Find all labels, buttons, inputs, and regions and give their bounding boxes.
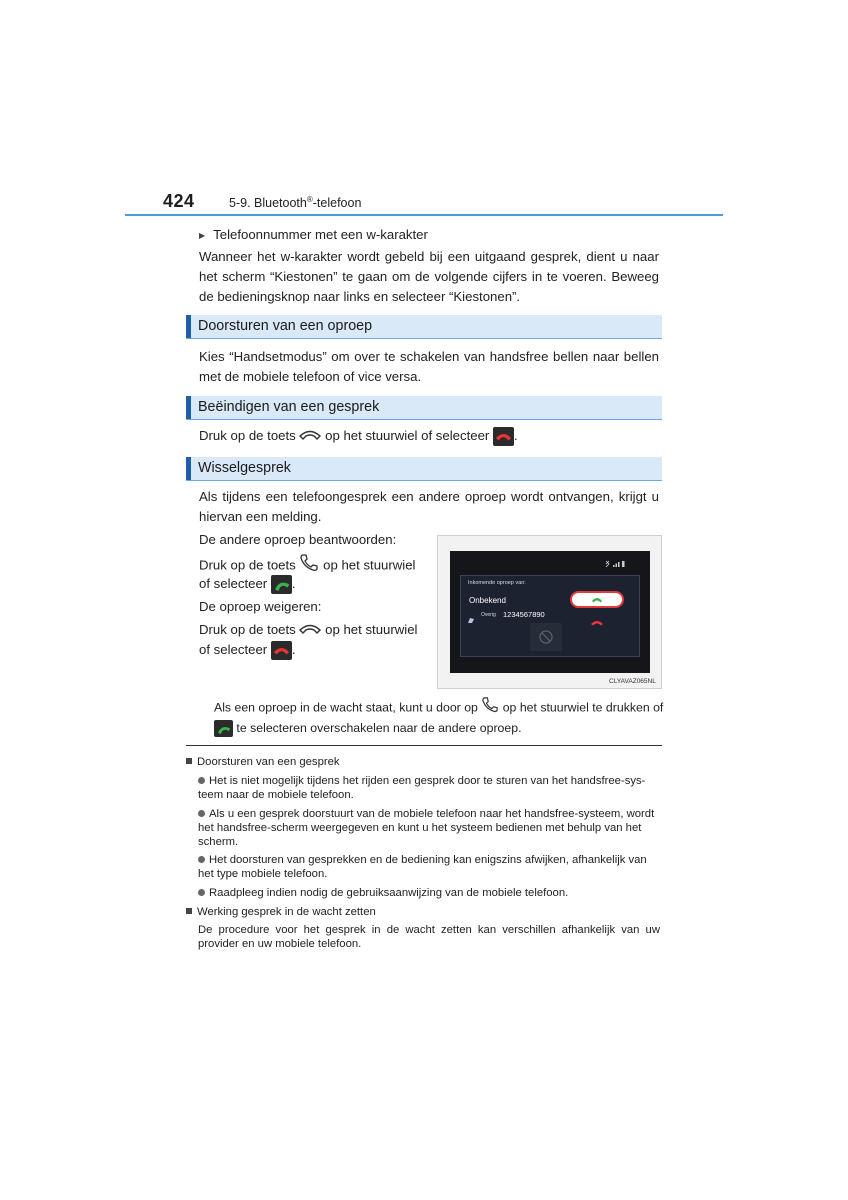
header-rule	[125, 214, 723, 216]
note-item-text: Raadpleeg indien nodig de gebruiksaanwijzing van de mobiele telefoon.	[209, 887, 569, 899]
registered-mark: ®	[306, 195, 313, 204]
number-label: Overig	[481, 612, 496, 618]
circle-bullet-icon	[198, 810, 205, 817]
reject-period: .	[291, 642, 296, 657]
hold-line2: te selecteren overschakelen naar de andere oproep.	[236, 721, 522, 735]
note-item	[198, 807, 662, 849]
chapter-title	[229, 195, 361, 210]
call-waiting-text: Als tijdens een telefoongesprek een andere oproep wordt ontvangen, krijgt u hiervan een melding.	[199, 489, 659, 524]
caller-number: 1234567890	[503, 610, 545, 619]
status-icons	[604, 555, 630, 573]
answer-line2: of selecteer	[199, 576, 268, 591]
section-heading-text: Beëindigen van een gesprek	[198, 399, 380, 415]
section-end-call-text	[199, 426, 669, 447]
note-item-text: Het doorsturen van gesprekken en de bediening kan enigszins afwijken, afhankelijk van het type mobiele telefoon.	[198, 854, 647, 880]
intro-bullet-text: Telefoonnummer met een w-karakter	[213, 227, 428, 242]
end-call-button-icon	[493, 427, 514, 446]
chapter-suffix: -telefoon	[312, 196, 362, 211]
hold-instruction-line2	[214, 718, 674, 738]
answer-line1-b: op het stuurwiel	[323, 557, 416, 573]
reject-line1-a: Druk op de toets	[199, 622, 296, 637]
section-heading-end-call	[186, 396, 662, 420]
section-transfer-text: Kies “Handsetmodus” om over te schakelen van handsfree bellen naar bellen met de mobiele telefoon of vice versa.	[199, 349, 659, 384]
figure-code: CLYAVAZ065NL	[609, 678, 656, 685]
accept-call-button[interactable]	[570, 591, 624, 608]
accept-phone-icon	[572, 593, 622, 606]
intro-bullet	[199, 225, 662, 246]
answer-instruction-line2	[199, 574, 429, 594]
note-item	[198, 853, 662, 881]
square-bullet-icon	[186, 758, 192, 764]
section-heading-text: Doorsturen van een oproep	[198, 318, 373, 334]
note-item	[198, 886, 662, 900]
note-hold-text: De procedure voor het gesprek in de wacht zetten kan verschillen afhankelijk van uw provider en uw mobiele telefoon.	[198, 924, 660, 950]
reject-button-icon	[271, 641, 292, 660]
end-call-text-a: Druk op de toets	[199, 428, 296, 443]
panel-title: Inkomende oproep van:	[468, 580, 526, 586]
section-heading-text: Wisselgesprek	[198, 460, 291, 476]
answer-heading: De andere oproep beantwoorden:	[199, 532, 397, 547]
section-heading-call-waiting	[186, 457, 662, 481]
answer-button-icon	[271, 575, 292, 594]
hold-instruction-line1	[214, 697, 674, 719]
hold-line1-a: Als een oproep in de wacht staat, kunt u door op	[214, 700, 478, 715]
decline-call-button[interactable]	[590, 613, 604, 631]
end-call-text-b: op het stuurwiel of selecteer	[325, 428, 490, 443]
note-item-text: Als u een gesprek doorstuurt van de mobiele telefoon naar het handsfree-systeem, wordt het handsfree-scherm weergegeven en kunt u het systeem bedienen met behulp van het scherm.	[198, 808, 655, 848]
hangup-icon	[299, 427, 321, 447]
note-heading-hold	[186, 905, 666, 919]
hangup-icon	[299, 621, 321, 641]
end-call-text-c: .	[513, 428, 518, 443]
section-heading-transfer	[186, 315, 662, 339]
reject-line2: of selecteer	[199, 642, 268, 657]
intro-paragraph: Wanneer het w-karakter wordt gebeld bij een uitgaand gesprek, dient u naar het scherm “Kiestonen” te gaan om de volgende cijfers in te voeren. Beweeg de bedieningsknop naar links en selecteer “Kiestonen”.	[199, 249, 659, 304]
square-bullet-icon	[186, 908, 192, 914]
circle-bullet-icon	[198, 856, 205, 863]
arrow-bullet-icon: ▶	[199, 231, 206, 240]
reject-instruction-line1	[199, 620, 429, 641]
chapter-prefix: 5-9. Bluetooth	[229, 196, 307, 211]
answer-line1-a: Druk op de toets	[199, 557, 296, 573]
contact-icon	[467, 611, 475, 629]
answer-period: .	[291, 576, 296, 591]
page-number: 424	[163, 191, 195, 211]
notes-divider	[186, 745, 662, 746]
note-heading-transfer	[186, 755, 666, 769]
decline-phone-icon	[590, 618, 604, 626]
block-icon	[530, 623, 562, 651]
note-heading-text: Werking gesprek in de wacht zetten	[197, 906, 376, 918]
note-item-text: Het is niet mogelijk tijdens het rijden een gesprek door te sturen van het handsfree-sys-teem naar de mobiele telefoon.	[198, 775, 646, 801]
block-button[interactable]	[530, 623, 562, 651]
answer-button-icon	[214, 720, 233, 737]
note-heading-text: Doorsturen van een gesprek	[197, 756, 340, 768]
circle-bullet-icon	[198, 889, 205, 896]
phone-icon	[481, 697, 499, 719]
reject-line1-b: op het stuurwiel	[325, 622, 418, 637]
note-item	[198, 774, 662, 802]
circle-bullet-icon	[198, 777, 205, 784]
caller-name: Onbekend	[469, 596, 506, 605]
reject-instruction-line2	[199, 640, 429, 660]
reject-heading: De oproep weigeren:	[199, 599, 322, 614]
hold-line1-b: op het stuurwiel te drukken of	[502, 700, 664, 715]
